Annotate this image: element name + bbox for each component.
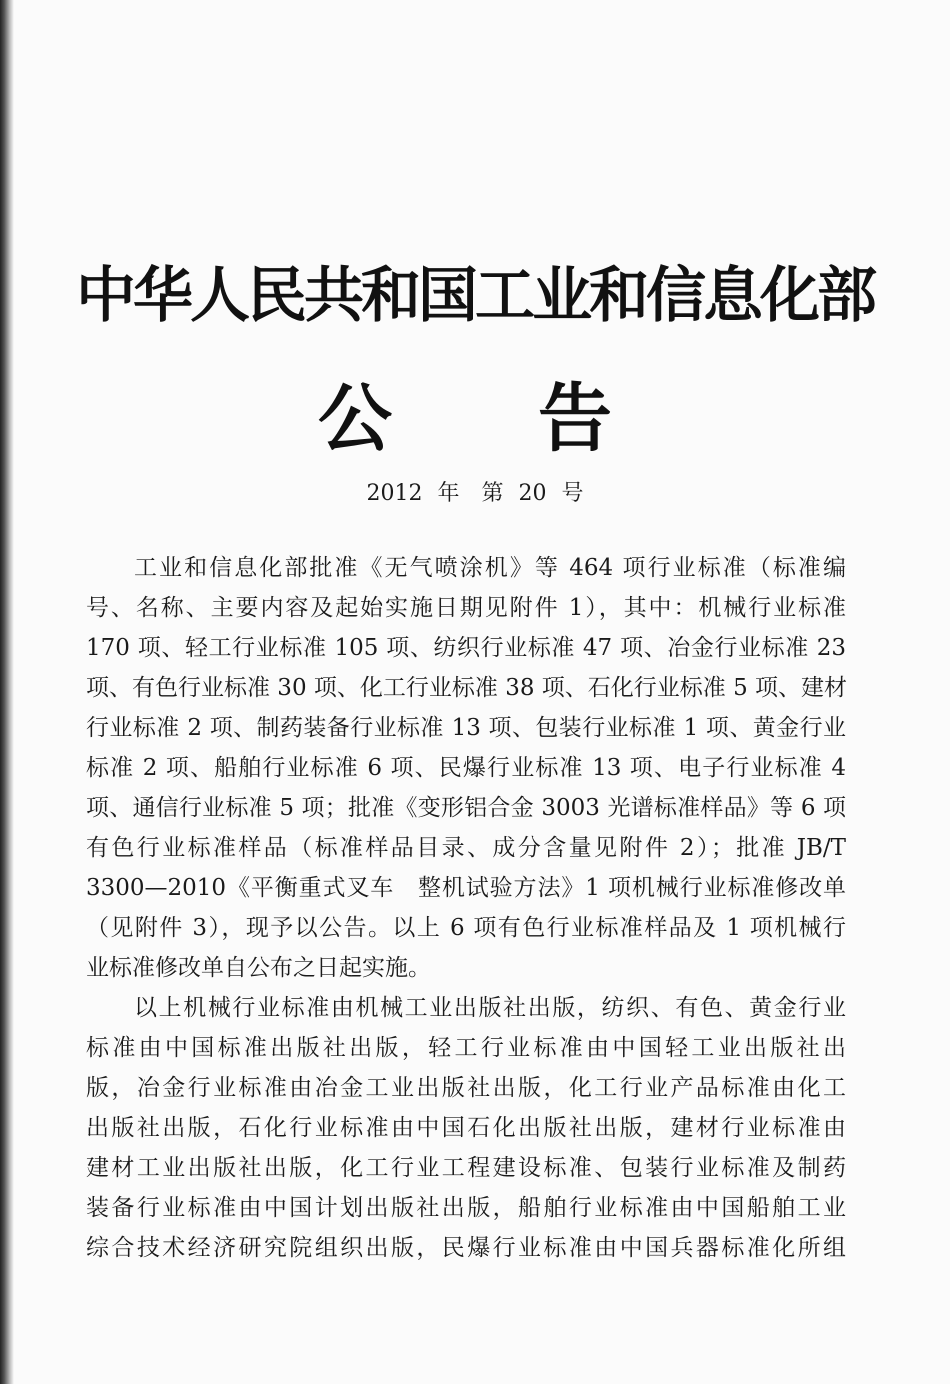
text-line: 有色行业标准样品（标准样品目录、成分含量见附件 2）；批准 JB/T	[86, 835, 846, 861]
text-line: 号、名称、主要内容及起始实施日期见附件 1），其中：机械行业标准	[86, 595, 846, 621]
announcement-number: 2012 年 第 20 号	[366, 481, 584, 506]
text-line: 项、有色行业标准 30 项、化工行业标准 38 项、石化行业标准 5 项、建材	[86, 675, 848, 701]
text-line: 综合技术经济研究院组织出版，民爆行业标准由中国兵器标准化所组	[86, 1235, 846, 1261]
text-line: 项、通信行业标准 5 项；批准《变形铝合金 3003 光谱标准样品》等 6 项	[86, 795, 846, 821]
document-title: 中华人民共和国工业和信息化部	[76, 261, 874, 331]
text-line: 出版社出版，石化行业标准由中国石化出版社出版，建材行业标准由	[86, 1115, 846, 1141]
text-line: 版，冶金行业标准由冶金工业出版社出版，化工行业产品标准由化工	[86, 1075, 846, 1101]
text-line: 以上机械行业标准由机械工业出版社出版，纺织、有色、黄金行业	[134, 995, 846, 1021]
text-line: 170 项、轻工行业标准 105 项、纺织行业标准 47 项、冶金行业标准 23	[86, 635, 846, 661]
text-line: 建材工业出版社出版，化工行业工程建设标准、包装行业标准及制药	[86, 1155, 846, 1181]
text-line: 标准 2 项、船舶行业标准 6 项、民爆行业标准 13 项、电子行业标准 4	[86, 755, 846, 781]
heading-char-1: 公	[318, 376, 392, 462]
text-line: （见附件 3），现予以公告。以上 6 项有色行业标准样品及 1 项机械行	[86, 915, 846, 941]
text-line: 标准由中国标准出版社出版，轻工行业标准由中国轻工业出版社出	[86, 1035, 846, 1061]
text-line: 工业和信息化部批准《无气喷涂机》等 464 项行业标准（标准编	[134, 555, 846, 581]
paragraph-2	[86, 988, 846, 1268]
heading-char-2: 告	[538, 376, 612, 462]
paragraph-1	[86, 548, 846, 988]
text-line: 业标准修改单自公布之日起实施。	[86, 955, 431, 981]
text-line: 行业标准 2 项、制药装备行业标准 13 项、包装行业标准 1 项、黄金行业	[86, 715, 846, 741]
scan-edge	[0, 0, 14, 1384]
text-line: 3300—2010《平衡重式叉车 整机试验方法》1 项机械行业标准修改单	[86, 875, 846, 901]
text-line: 装备行业标准由中国计划出版社出版，船舶行业标准由中国船舶工业	[86, 1195, 846, 1221]
